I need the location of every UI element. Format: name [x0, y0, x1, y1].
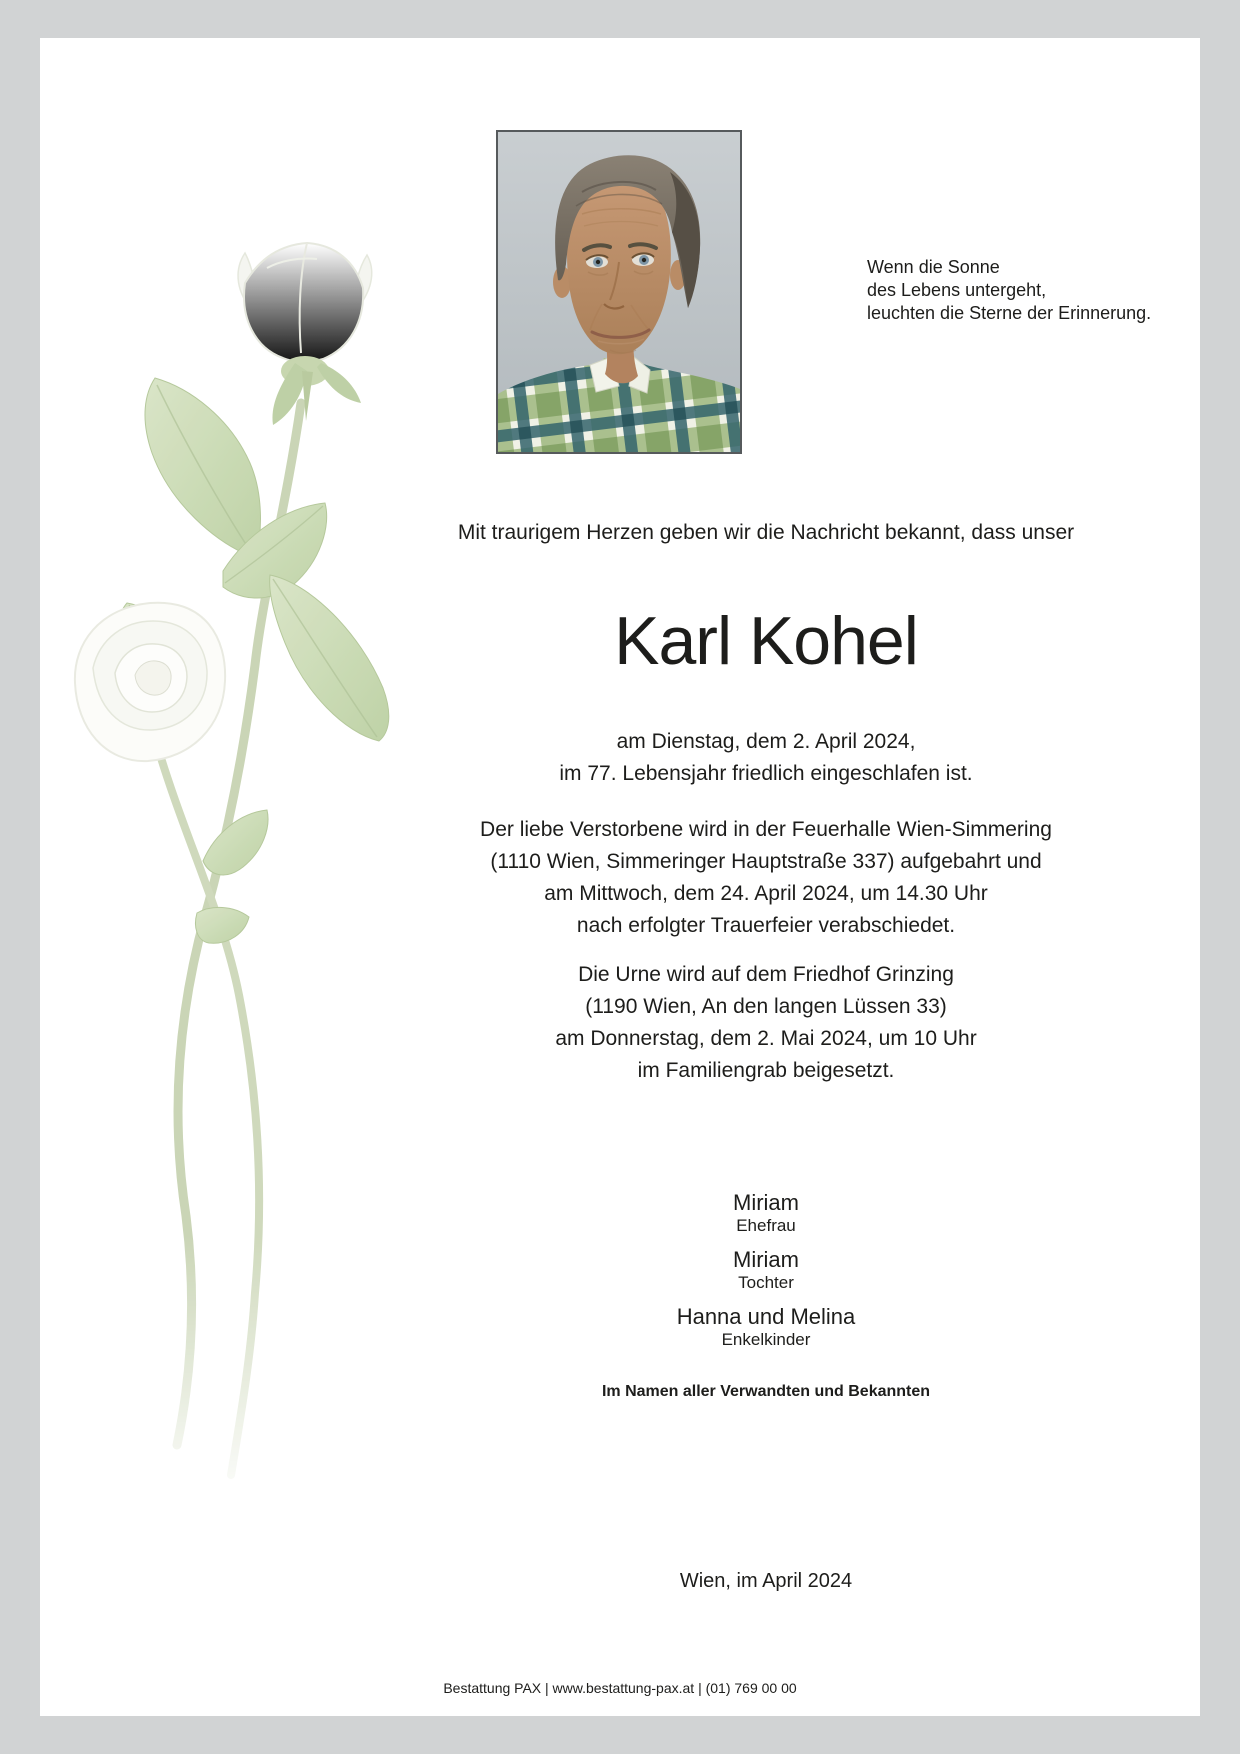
burial-line: am Donnerstag, dem 2. Mai 2024, um 10 Uhr — [555, 1027, 977, 1050]
burial-line: im Familiengrab beigesetzt. — [637, 1059, 895, 1082]
memorial-card — [40, 38, 1200, 1716]
in-name-of-line: Im Namen aller Verwandten und Bekannten — [601, 1383, 931, 1400]
portrait-photo-graphic — [498, 132, 740, 452]
deceased-name: Karl Kohel — [614, 603, 918, 679]
quote-line: leuchten die Sterne der Erinnerung. — [867, 303, 1152, 323]
burial-line: (1190 Wien, An den langen Lüssen 33) — [585, 995, 947, 1018]
death-line: am Dienstag, dem 2. April 2024, — [616, 730, 916, 753]
mourner-name: Hanna und Melina — [676, 1304, 856, 1329]
announcement-intro: Mit traurigem Herzen geben wir die Nachricht bekannt, dass unser — [457, 521, 1075, 544]
burial-paragraph — [346, 959, 1186, 1087]
farewell-line: nach erfolgter Trauerfeier verabschiedet. — [576, 914, 956, 937]
mourner-entry — [346, 1304, 1186, 1350]
funeral-home-footer: Bestattung PAX | www.bestattung-pax.at | (01) 769 00 00 — [443, 1680, 797, 1696]
farewell-paragraph — [346, 814, 1186, 942]
farewell-line: (1110 Wien, Simmeringer Hauptstraße 337) aufgebahrt und — [490, 850, 1042, 873]
mourner-name: Miriam — [733, 1247, 799, 1272]
mourner-entry — [346, 1190, 1186, 1236]
farewell-line: Der liebe Verstorbene wird in der Feuerhalle Wien-Simmering — [480, 818, 1052, 841]
portrait-photo — [496, 130, 742, 454]
mourner-relation: Enkelkinder — [721, 1330, 811, 1349]
place-and-date: Wien, im April 2024 — [679, 1570, 853, 1592]
mourner-relation: Ehefrau — [736, 1216, 796, 1235]
death-line: im 77. Lebensjahr friedlich eingeschlafen ist. — [559, 762, 973, 785]
mourner-name: Miriam — [733, 1190, 799, 1215]
burial-line: Die Urne wird auf dem Friedhof Grinzing — [578, 963, 954, 986]
memorial-quote — [867, 256, 1151, 325]
mourner-relation: Tochter — [738, 1273, 794, 1292]
farewell-line: am Mittwoch, dem 24. April 2024, um 14.30 Uhr — [544, 882, 988, 905]
quote-line: Wenn die Sonne — [867, 257, 1000, 277]
mourner-entry — [346, 1247, 1186, 1293]
death-paragraph — [346, 726, 1186, 790]
quote-line: des Lebens untergeht, — [867, 280, 1047, 300]
mourners-list — [346, 1190, 1186, 1361]
